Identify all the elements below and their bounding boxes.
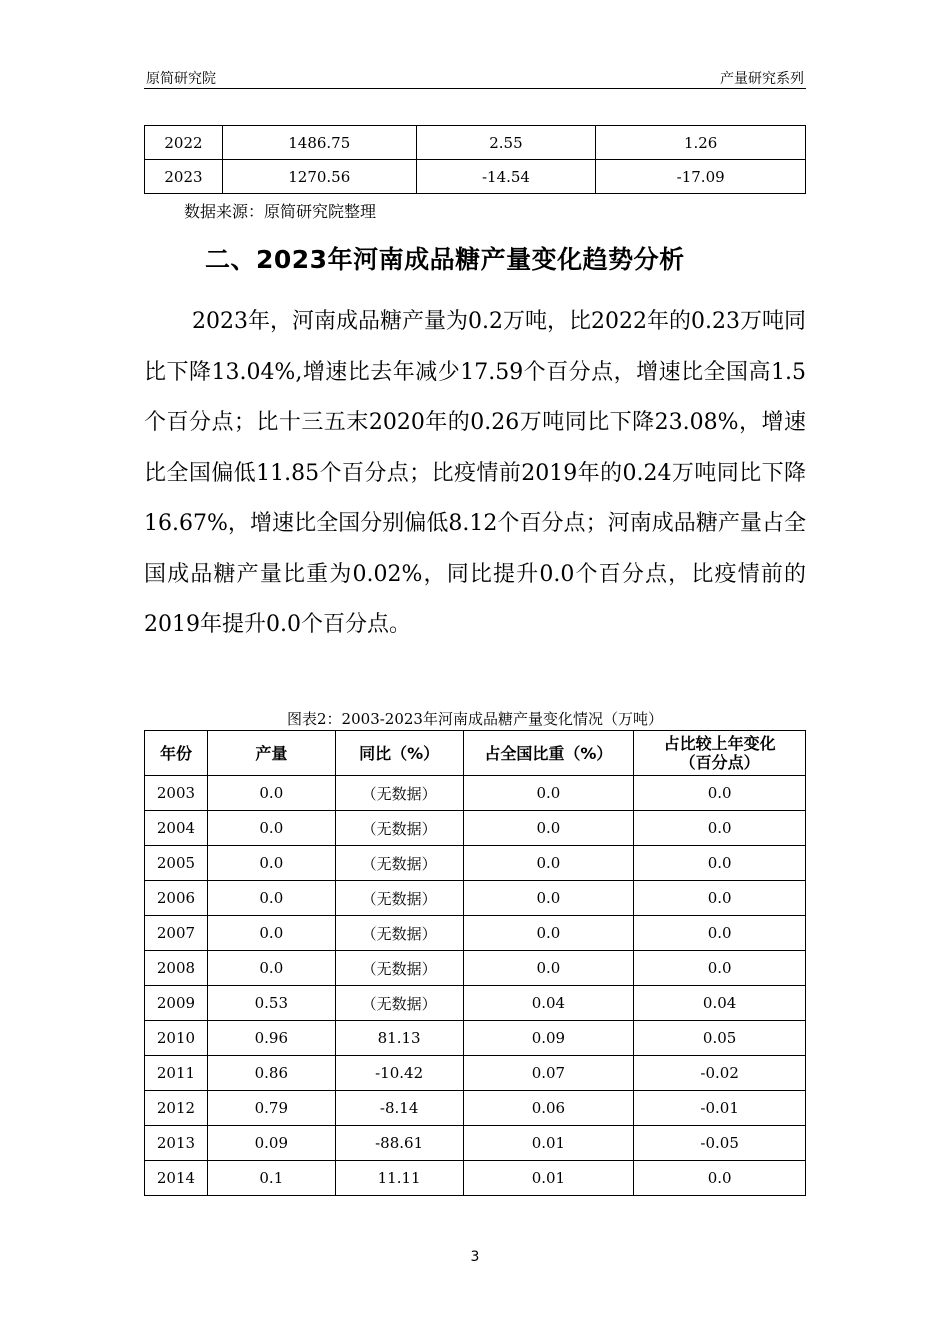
table-row: [145, 881, 806, 916]
table-cell: 0.0: [463, 811, 634, 846]
table-cell: 0.09: [207, 1126, 335, 1161]
table-cell: 2009: [145, 986, 208, 1021]
table-cell: -17.09: [596, 160, 806, 194]
page-number: 3: [470, 1249, 480, 1265]
header-series-name: 产量研究系列: [720, 71, 804, 87]
table-row: [145, 1056, 806, 1091]
table-cell: 0.0: [634, 881, 806, 916]
table-row: [145, 1021, 806, 1056]
table-cell: -0.01: [634, 1091, 806, 1126]
table-row: [145, 811, 806, 846]
table-cell: 0.0: [634, 916, 806, 951]
table-cell: 2004: [145, 811, 208, 846]
table-caption: 图表2：2003-2023年河南成品糖产量变化情况（万吨）: [287, 710, 663, 728]
table-row: [145, 916, 806, 951]
table-cell: 0.0: [463, 776, 634, 811]
table-cell: 1270.56: [222, 160, 416, 194]
table-cell: 0.01: [463, 1161, 634, 1196]
table-cell: 0.0: [463, 916, 634, 951]
table-cell: 2023: [145, 160, 223, 194]
table-cell: 0.0: [463, 881, 634, 916]
table-cell: （无数据）: [335, 881, 463, 916]
table-row: [145, 776, 806, 811]
header-year: 年份: [145, 731, 208, 776]
table-row: [145, 126, 806, 160]
page-header: [144, 66, 806, 89]
table-cell: 0.0: [207, 951, 335, 986]
table-row: [145, 986, 806, 1021]
table-cell: -10.42: [335, 1056, 463, 1091]
table-cell: 11.11: [335, 1161, 463, 1196]
table-cell: 2010: [145, 1021, 208, 1056]
table-cell: 2003: [145, 776, 208, 811]
table-cell: 0.96: [207, 1021, 335, 1056]
table-cell: （无数据）: [335, 986, 463, 1021]
table-cell: 0.01: [463, 1126, 634, 1161]
table-cell: -88.61: [335, 1126, 463, 1161]
data-source-note: 数据来源：原简研究院整理: [184, 202, 377, 221]
section-title: 二、2023年河南成品糖产量变化趋势分析: [205, 245, 685, 274]
table-cell: 2013: [145, 1126, 208, 1161]
table-cell: 81.13: [335, 1021, 463, 1056]
table-cell: -0.02: [634, 1056, 806, 1091]
table-cell: -14.54: [416, 160, 596, 194]
analysis-paragraph: 2023年，河南成品糖产量为0.2万吨，比2022年的0.23万吨同比下降13.04%,增速比去年减少17.59个百分点，增速比全国高1.5个百分点；比十三五末2020年的0.26万吨同比下降23.08%，增速比全国偏低11.85个百分点；比疫情前2019年的0.24万吨同比下降16.67%，增速比全国分别偏低8.12个百分点；河南成品糖产量占全国成品糖产量比重为0.02%，同比提升0.0个百分点，比疫情前的2019年提升0.0个百分点。: [144, 309, 806, 637]
table-row: [145, 1161, 806, 1196]
table-cell: 0.06: [463, 1091, 634, 1126]
table-cell: 0.0: [207, 916, 335, 951]
table-cell: 2008: [145, 951, 208, 986]
table-cell: 0.0: [463, 951, 634, 986]
table-cell: 0.79: [207, 1091, 335, 1126]
table-cell: 1.26: [596, 126, 806, 160]
table-cell: 0.0: [634, 1161, 806, 1196]
table-cell: 0.53: [207, 986, 335, 1021]
header-national-share: 占全国比重（%）: [463, 731, 634, 776]
header-share-change-line2: （百分点）: [679, 753, 760, 772]
table-cell: 0.0: [207, 881, 335, 916]
table-row: [145, 846, 806, 881]
table-row: [145, 951, 806, 986]
table-cell: （无数据）: [335, 776, 463, 811]
table-cell: 2006: [145, 881, 208, 916]
table-cell: 2014: [145, 1161, 208, 1196]
table-cell: 2011: [145, 1056, 208, 1091]
table-row: [145, 1091, 806, 1126]
table-cell: 0.0: [634, 811, 806, 846]
table-cell: 0.0: [634, 951, 806, 986]
table-cell: 1486.75: [222, 126, 416, 160]
table-cell: 0.04: [634, 986, 806, 1021]
table-cell: （无数据）: [335, 916, 463, 951]
table-cell: 0.0: [207, 846, 335, 881]
table-cell: 0.0: [463, 846, 634, 881]
table-cell: 0.0: [207, 776, 335, 811]
table-cell: 0.0: [207, 811, 335, 846]
table-cell: 0.09: [463, 1021, 634, 1056]
table-cell: 2007: [145, 916, 208, 951]
production-table: [144, 730, 806, 1196]
table-cell: 2012: [145, 1091, 208, 1126]
table-cell: -8.14: [335, 1091, 463, 1126]
table-row: [145, 1126, 806, 1161]
table-header-row: [145, 731, 806, 776]
table-cell: 0.1: [207, 1161, 335, 1196]
table-cell: 2.55: [416, 126, 596, 160]
table-cell: 0.07: [463, 1056, 634, 1091]
table-cell: 2022: [145, 126, 223, 160]
table-cell: 0.05: [634, 1021, 806, 1056]
header-org-name: 原简研究院: [146, 71, 216, 87]
header-share-change: [634, 731, 806, 776]
table-cell: （无数据）: [335, 811, 463, 846]
header-yoy: 同比（%）: [335, 731, 463, 776]
table-cell: 0.04: [463, 986, 634, 1021]
table-cell: （无数据）: [335, 951, 463, 986]
table-cell: 0.0: [634, 846, 806, 881]
table-cell: 0.0: [634, 776, 806, 811]
table-cell: 2005: [145, 846, 208, 881]
table-cell: 0.86: [207, 1056, 335, 1091]
table-row: [145, 160, 806, 194]
table-cell: -0.05: [634, 1126, 806, 1161]
header-share-change-line1: 占比较上年变化: [663, 734, 776, 753]
previous-table-continuation: [144, 125, 806, 194]
header-output: 产量: [207, 731, 335, 776]
table-cell: （无数据）: [335, 846, 463, 881]
